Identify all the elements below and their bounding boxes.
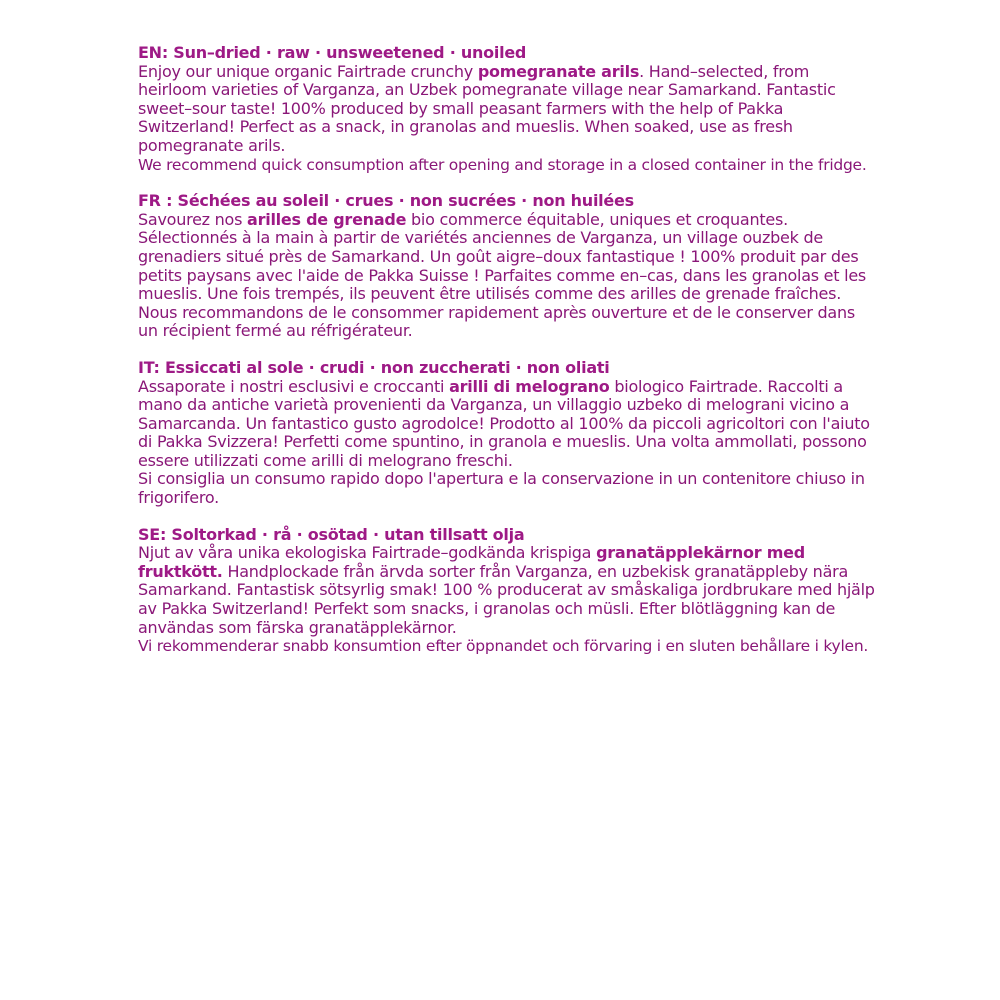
storage-recommendation-se: Vi rekommenderar snabb konsumtion efter öppnandet och förvaring i en sluten behållare i kylen. bbox=[138, 637, 869, 656]
body-text-se-cont: Handplockade från ärvda sorter från Varganza, en uzbekisk granatäppleby nära Samarkand. Fantastisk sötsyrlig smak! 100 % producerat av småskaliga jordbrukare med hjälp av Pakka Switzerland! Perfekt som snacks, i granolas och müsli. Efter blötläggning kan de användas som färska granatäpplekärnor. bbox=[138, 561, 875, 637]
section-body-fr bbox=[138, 211, 878, 304]
section-heading-fr: FR : Séchées au soleil · crues · non sucrées · non huilées bbox=[138, 191, 634, 211]
body-text-fr-cont: bio commerce équitable, uniques et croquantes. Sélectionnés à la main à partir de variétés anciennes de Varganza, un village ouzbek de grenadiers situé près de Samarkand. Un goût aigre–doux fantastique ! 100% produit par des petits paysans avec l'aide de Pakka Suisse ! Parfaites comme en–cas, dans les granolas et les mueslis. Une fois trempés, ils peuvent être utilisés comme des arilles de grenade fraîches. bbox=[138, 209, 866, 304]
section-heading-it: IT: Essiccati al sole · crudi · non zuccherati · non oliati bbox=[138, 357, 610, 377]
storage-recommendation-it: Si consiglia un consumo rapido dopo l'apertura e la conservazione in un contenitore chiuso in frigorifero. bbox=[138, 469, 865, 508]
product-name-it: arilli di melograno bbox=[449, 376, 610, 396]
section-it bbox=[138, 359, 878, 508]
body-text-fr: Savourez nos bbox=[138, 209, 248, 229]
body-text-en: Enjoy our unique organic Fairtrade crunchy bbox=[138, 61, 478, 81]
body-text-se: Njut av våra unika ekologiska Fairtrade–godkända krispiga bbox=[138, 543, 597, 563]
section-body-it bbox=[138, 378, 878, 471]
product-description bbox=[138, 44, 878, 674]
section-en bbox=[138, 44, 878, 174]
product-name-se: granatäpplekärnor med fruktkött. bbox=[138, 543, 805, 581]
section-body-se bbox=[138, 544, 878, 637]
body-text-it-cont: biologico Fairtrade. Raccolti a mano da antiche varietà provenienti da Varganza, un villaggio uzbeko di melograni vicino a Samarcanda. Un fantastico gusto agrodolce! Prodotto al 100% da piccoli agricoltori con l'aiuto di Pakka Svizzera! Perfetti come spuntino, in granola e mueslis. Una volta ammollati, possono essere utilizzati come arilli di melograno freschi. bbox=[138, 376, 870, 470]
section-heading-en: EN: Sun–dried · raw · unsweetened · unoiled bbox=[138, 43, 527, 62]
section-fr bbox=[138, 192, 878, 341]
product-name-en: pomegranate arils bbox=[477, 61, 640, 81]
storage-recommendation-en: We recommend quick consumption after opening and storage in a closed container in the fridge. bbox=[138, 155, 867, 174]
section-se bbox=[138, 526, 878, 656]
body-text-it: Assaporate i nostri esclusivi e croccanti bbox=[138, 376, 450, 396]
section-heading-se: SE: Soltorkad · rå · osötad · utan tillsatt olja bbox=[138, 524, 525, 544]
section-body-en bbox=[138, 63, 878, 156]
storage-recommendation-fr: Nous recommandons de le consommer rapidement après ouverture et de le conserver dans un récipient fermé au réfrigérateur. bbox=[138, 302, 855, 341]
body-text-en-cont: . Hand–selected, from heirloom varieties of Varganza, an Uzbek pomegranate village near Samarkand. Fantastic sweet–sour taste! 100% produced by small peasant farmers with the help of Pakka Switzerland! Perfect as a snack, in granolas and mueslis. When soaked, use as fresh pomegranate arils. bbox=[138, 61, 836, 155]
product-name-fr: arilles de grenade bbox=[247, 209, 407, 229]
